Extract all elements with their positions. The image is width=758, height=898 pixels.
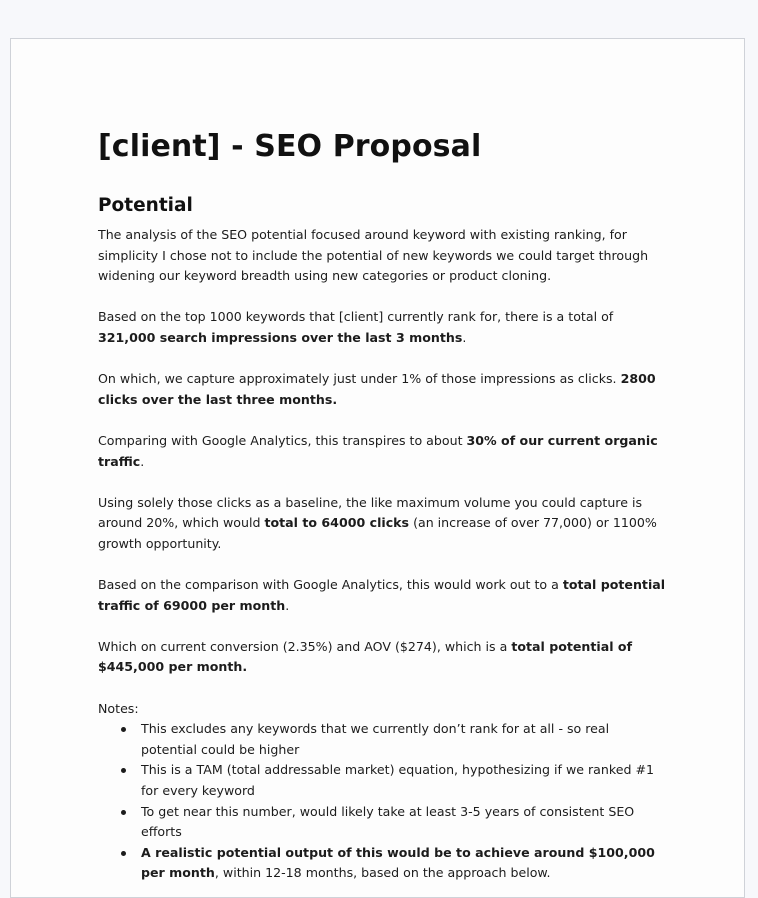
paragraph-text: Based on the comparison with Google Analytics, this would work out to a [98,577,563,593]
paragraph-text: On which, we capture approximately just under 1% of those impressions as clicks. [98,371,621,387]
document-body [98,127,668,884]
paragraph-text: . [462,329,467,345]
paragraph-revenue [98,637,668,678]
bold-text: total to 64000 clicks [264,515,410,531]
list-item: This is a TAM (total addressable market) equation, hypothesizing if we ranked #1 for every keyword [141,760,668,801]
paragraph-text: (an increase of over 77,000) or 1100% growth opportunity. [98,515,657,551]
bold-text: 2800 clicks over the last three months. [98,371,656,407]
section-heading-potential: Potential [98,195,193,216]
paragraph-text: . [285,597,290,613]
paragraph-text: Based on the top 1000 keywords that [client] currently rank for, there is a total of [98,309,614,325]
paragraph-analysis: The analysis of the SEO potential focused around keyword with existing ranking, for simplicity I chose not to include the potential of new keywords we could target through widening our keyword breadth using new categories or product cloning. [98,227,649,284]
bold-text: 321,000 search impressions over the last 3 months [98,329,463,345]
paragraph-text: . [140,453,145,469]
bold-text: total potential of $445,000 per month. [98,638,633,675]
list-item: To get near this number, would likely take at least 3-5 years of consistent SEO efforts [141,802,668,843]
bold-text: total potential traffic of 69000 per month [98,577,666,613]
bold-text: A realistic potential output of this would be to achieve around $100,000 per month [141,844,655,881]
list-item: This excludes any keywords that we currently don’t rank for at all - so real potential could be higher [141,719,668,760]
list-item-text: , within 12-18 months, based on the approach below. [214,865,551,881]
document-title: [client] - SEO Proposal [98,129,482,164]
paragraph-analytics [98,431,668,472]
paragraph-text: Comparing with Google Analytics, this transpires to about [98,432,467,448]
paragraph-traffic [98,575,668,616]
notes-label: Notes: [98,700,139,716]
paragraph-text: Which on current conversion (2.35%) and AOV ($274), which is a [98,638,512,654]
document-page [10,38,745,898]
notes-list [98,719,668,884]
bold-text: 30% of our current organic traffic [98,432,658,469]
paragraph-impressions [98,307,668,348]
paragraph-baseline [98,493,668,555]
paragraph-clicks [98,369,668,410]
paragraph-text: Using solely those clicks as a baseline, the like maximum volume you could capture is around 20%, which would [98,494,643,531]
